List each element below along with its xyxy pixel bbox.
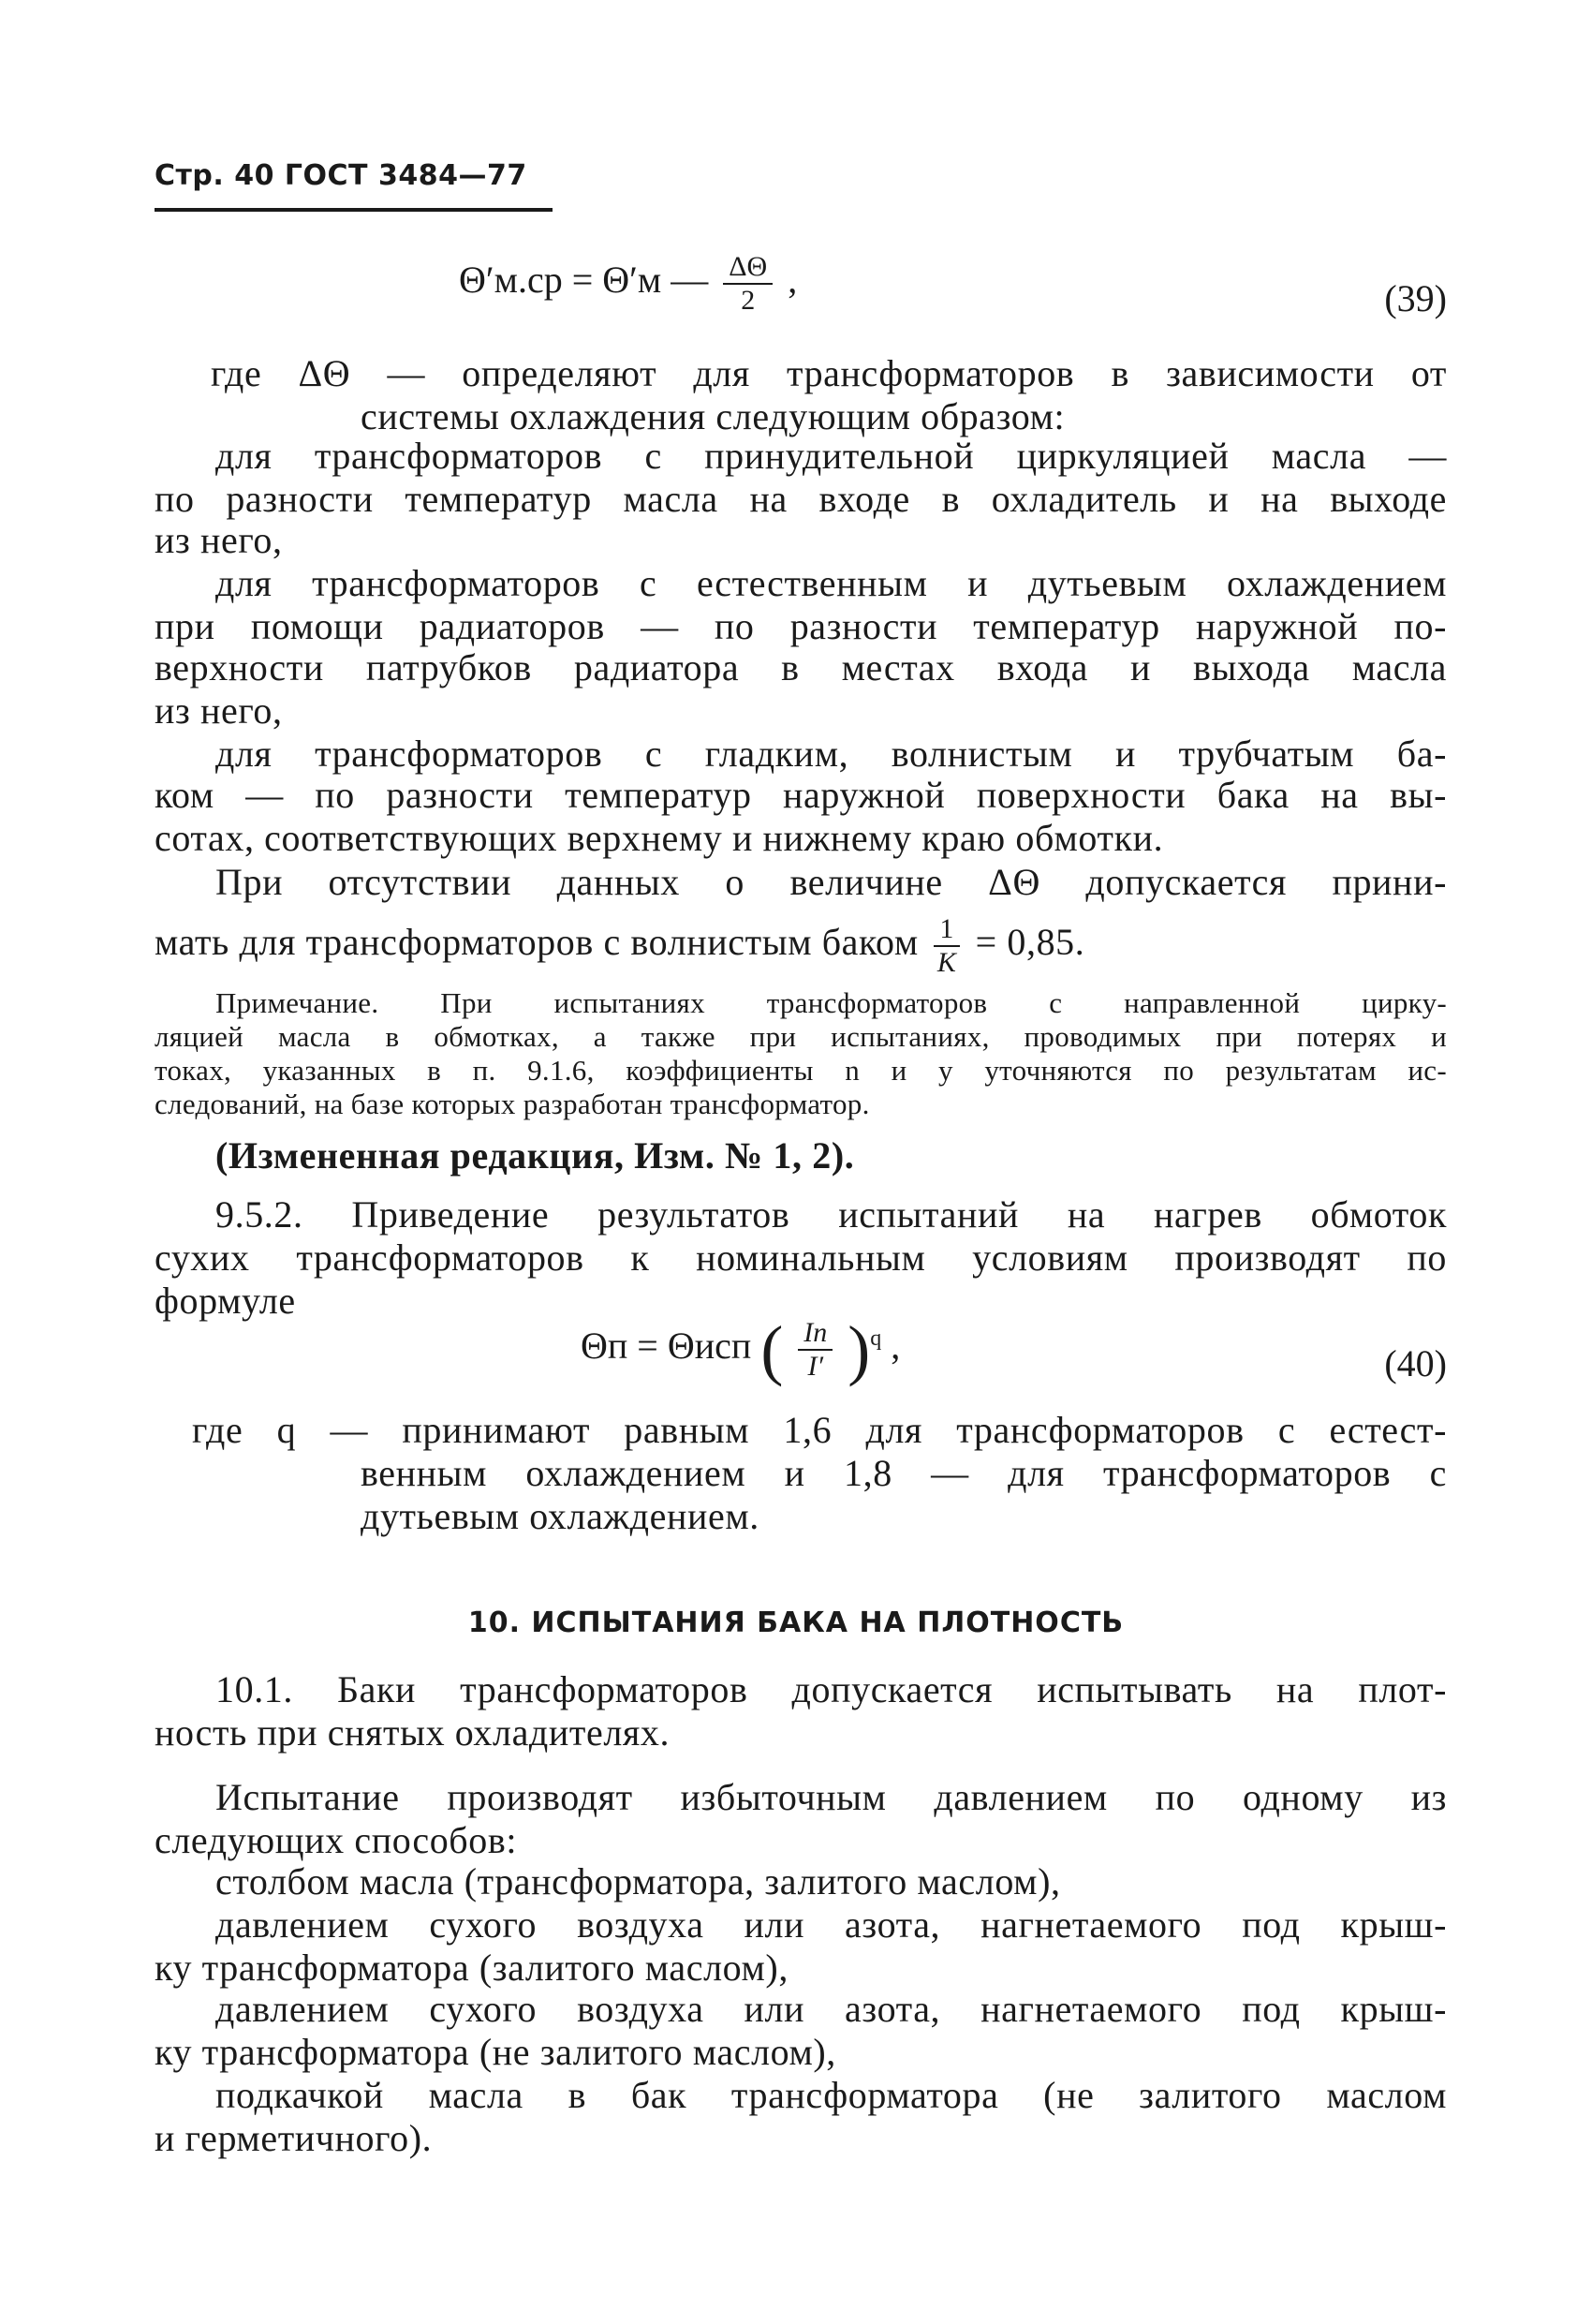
paragraph-line: дутьевым охлаждением.	[361, 1495, 759, 1537]
note-line: ляцией масла в обмотках, а также при испытаниях, проводимых при потерях и	[155, 1020, 1447, 1053]
note-line: токах, указанных в п. 9.1.6, коэффициенты n и y уточняются по результатам ис-	[155, 1054, 1447, 1087]
paragraph-line: формуле	[155, 1280, 296, 1322]
paragraph-line: сотах, соответствующих верхнему и нижнему краю обмотки.	[155, 817, 1164, 859]
equation-40-numerator: Iп	[798, 1317, 833, 1351]
section-title: 10. ИСПЫТАНИЯ БАКА НА ПЛОТНОСТЬ	[467, 1606, 1125, 1639]
equation-39-numerator: ΔΘ	[723, 251, 773, 285]
paragraph-line: столбом масла (трансформатора, залитого маслом),	[215, 1860, 1061, 1902]
equation-40	[581, 1312, 901, 1387]
close-paren: )	[848, 1312, 871, 1387]
paragraph-line: сухих трансформаторов к номинальным условиям производят по	[155, 1236, 1447, 1279]
equation-39-number: (39)	[1384, 277, 1447, 319]
paragraph-line: давлением сухого воздуха или азота, нагнетаемого под крыш-	[215, 1988, 1447, 2030]
paragraph-line: для трансформаторов с естественным и дутьевым охлаждением	[215, 562, 1447, 604]
paragraph-line: 10.1. Баки трансформаторов допускается испытывать на плот-	[215, 1668, 1447, 1710]
paragraph-line: из него,	[155, 519, 283, 561]
paragraph-line: для трансформаторов с гладким, волнистым и трубчатым ба-	[215, 733, 1447, 775]
equation-40-number: (40)	[1384, 1342, 1447, 1384]
paragraph-text: = 0,85.	[975, 921, 1085, 964]
paragraph-line: подкачкой масла в бак трансформатора (не залитого маслом	[215, 2074, 1447, 2116]
paragraph-line: по разности температур масла на входе в охладитель и на выходе	[155, 478, 1447, 520]
paragraph-line: и герметичного).	[155, 2117, 433, 2159]
paragraph-line: где q — принимают равным 1,6 для трансформаторов с естест-	[192, 1409, 1447, 1451]
paragraph-line: при помощи радиаторов — по разности температур наружной по-	[155, 605, 1447, 647]
revision-note: (Измененная редакция, Изм. № 1, 2).	[215, 1134, 855, 1177]
equation-39-lhs: Θ′м.ср = Θ′м —	[459, 259, 709, 302]
equation-39	[459, 251, 797, 317]
paragraph-line: для трансформаторов с принудительной циркуляцией масла —	[215, 435, 1447, 477]
paragraph-line: Испытание производят избыточным давлением по одному из	[215, 1776, 1447, 1818]
equation-40-tail: ,	[891, 1325, 901, 1368]
header-rule	[155, 208, 553, 212]
fraction-denominator: K	[936, 947, 957, 978]
open-paren: (	[760, 1312, 784, 1387]
paragraph-line: ку трансформатора (залитого маслом),	[155, 1947, 789, 1989]
paragraph-line-with-fraction	[155, 913, 1447, 979]
paragraph-line: 9.5.2. Приведение результатов испытаний на нагрев обмоток	[215, 1193, 1447, 1236]
paragraph-line: ность при снятых охладителях.	[155, 1711, 671, 1754]
paragraph-line: ку трансформатора (не залитого маслом),	[155, 2031, 836, 2073]
paragraph-text: мать для трансформаторов с волнистым баком	[155, 921, 919, 964]
paragraph-line: венным охлаждением и 1,8 — для трансформаторов с	[361, 1452, 1447, 1494]
paragraph-line: При отсутствии данных о величине ΔΘ допускается прини-	[215, 861, 1447, 903]
page-header: Стр. 40 ГОСТ 3484—77	[155, 159, 527, 192]
paragraph-line: системы охлаждения следующим образом:	[361, 395, 1066, 437]
paragraph-line: где ΔΘ — определяют для трансформаторов в зависимости от	[211, 352, 1447, 394]
note-line: следований, на базе которых разработан трансформатор.	[155, 1088, 870, 1120]
paragraph-line: ком — по разности температур наружной поверхности бака на вы-	[155, 774, 1447, 816]
fraction-numerator: 1	[934, 913, 960, 947]
paragraph-line: давлением сухого воздуха или азота, нагнетаемого под крыш-	[215, 1903, 1447, 1946]
fraction-one-over-k	[934, 913, 960, 979]
paragraph-line: из него,	[155, 689, 283, 732]
equation-39-tail: ,	[788, 259, 798, 302]
equation-40-exponent: q	[870, 1325, 882, 1351]
equation-40-denominator: I′	[807, 1351, 824, 1382]
equation-40-fraction	[798, 1317, 833, 1383]
equation-40-lhs: Θп = Θисп	[581, 1325, 752, 1368]
paragraph-line: верхности патрубков радиатора в местах входа и выхода масла	[155, 646, 1447, 688]
equation-39-denominator: 2	[741, 285, 756, 316]
equation-39-fraction	[723, 251, 773, 317]
note-line: Примечание. При испытаниях трансформаторов с направленной цирку-	[215, 986, 1447, 1019]
paragraph-line: следующих способов:	[155, 1819, 518, 1861]
